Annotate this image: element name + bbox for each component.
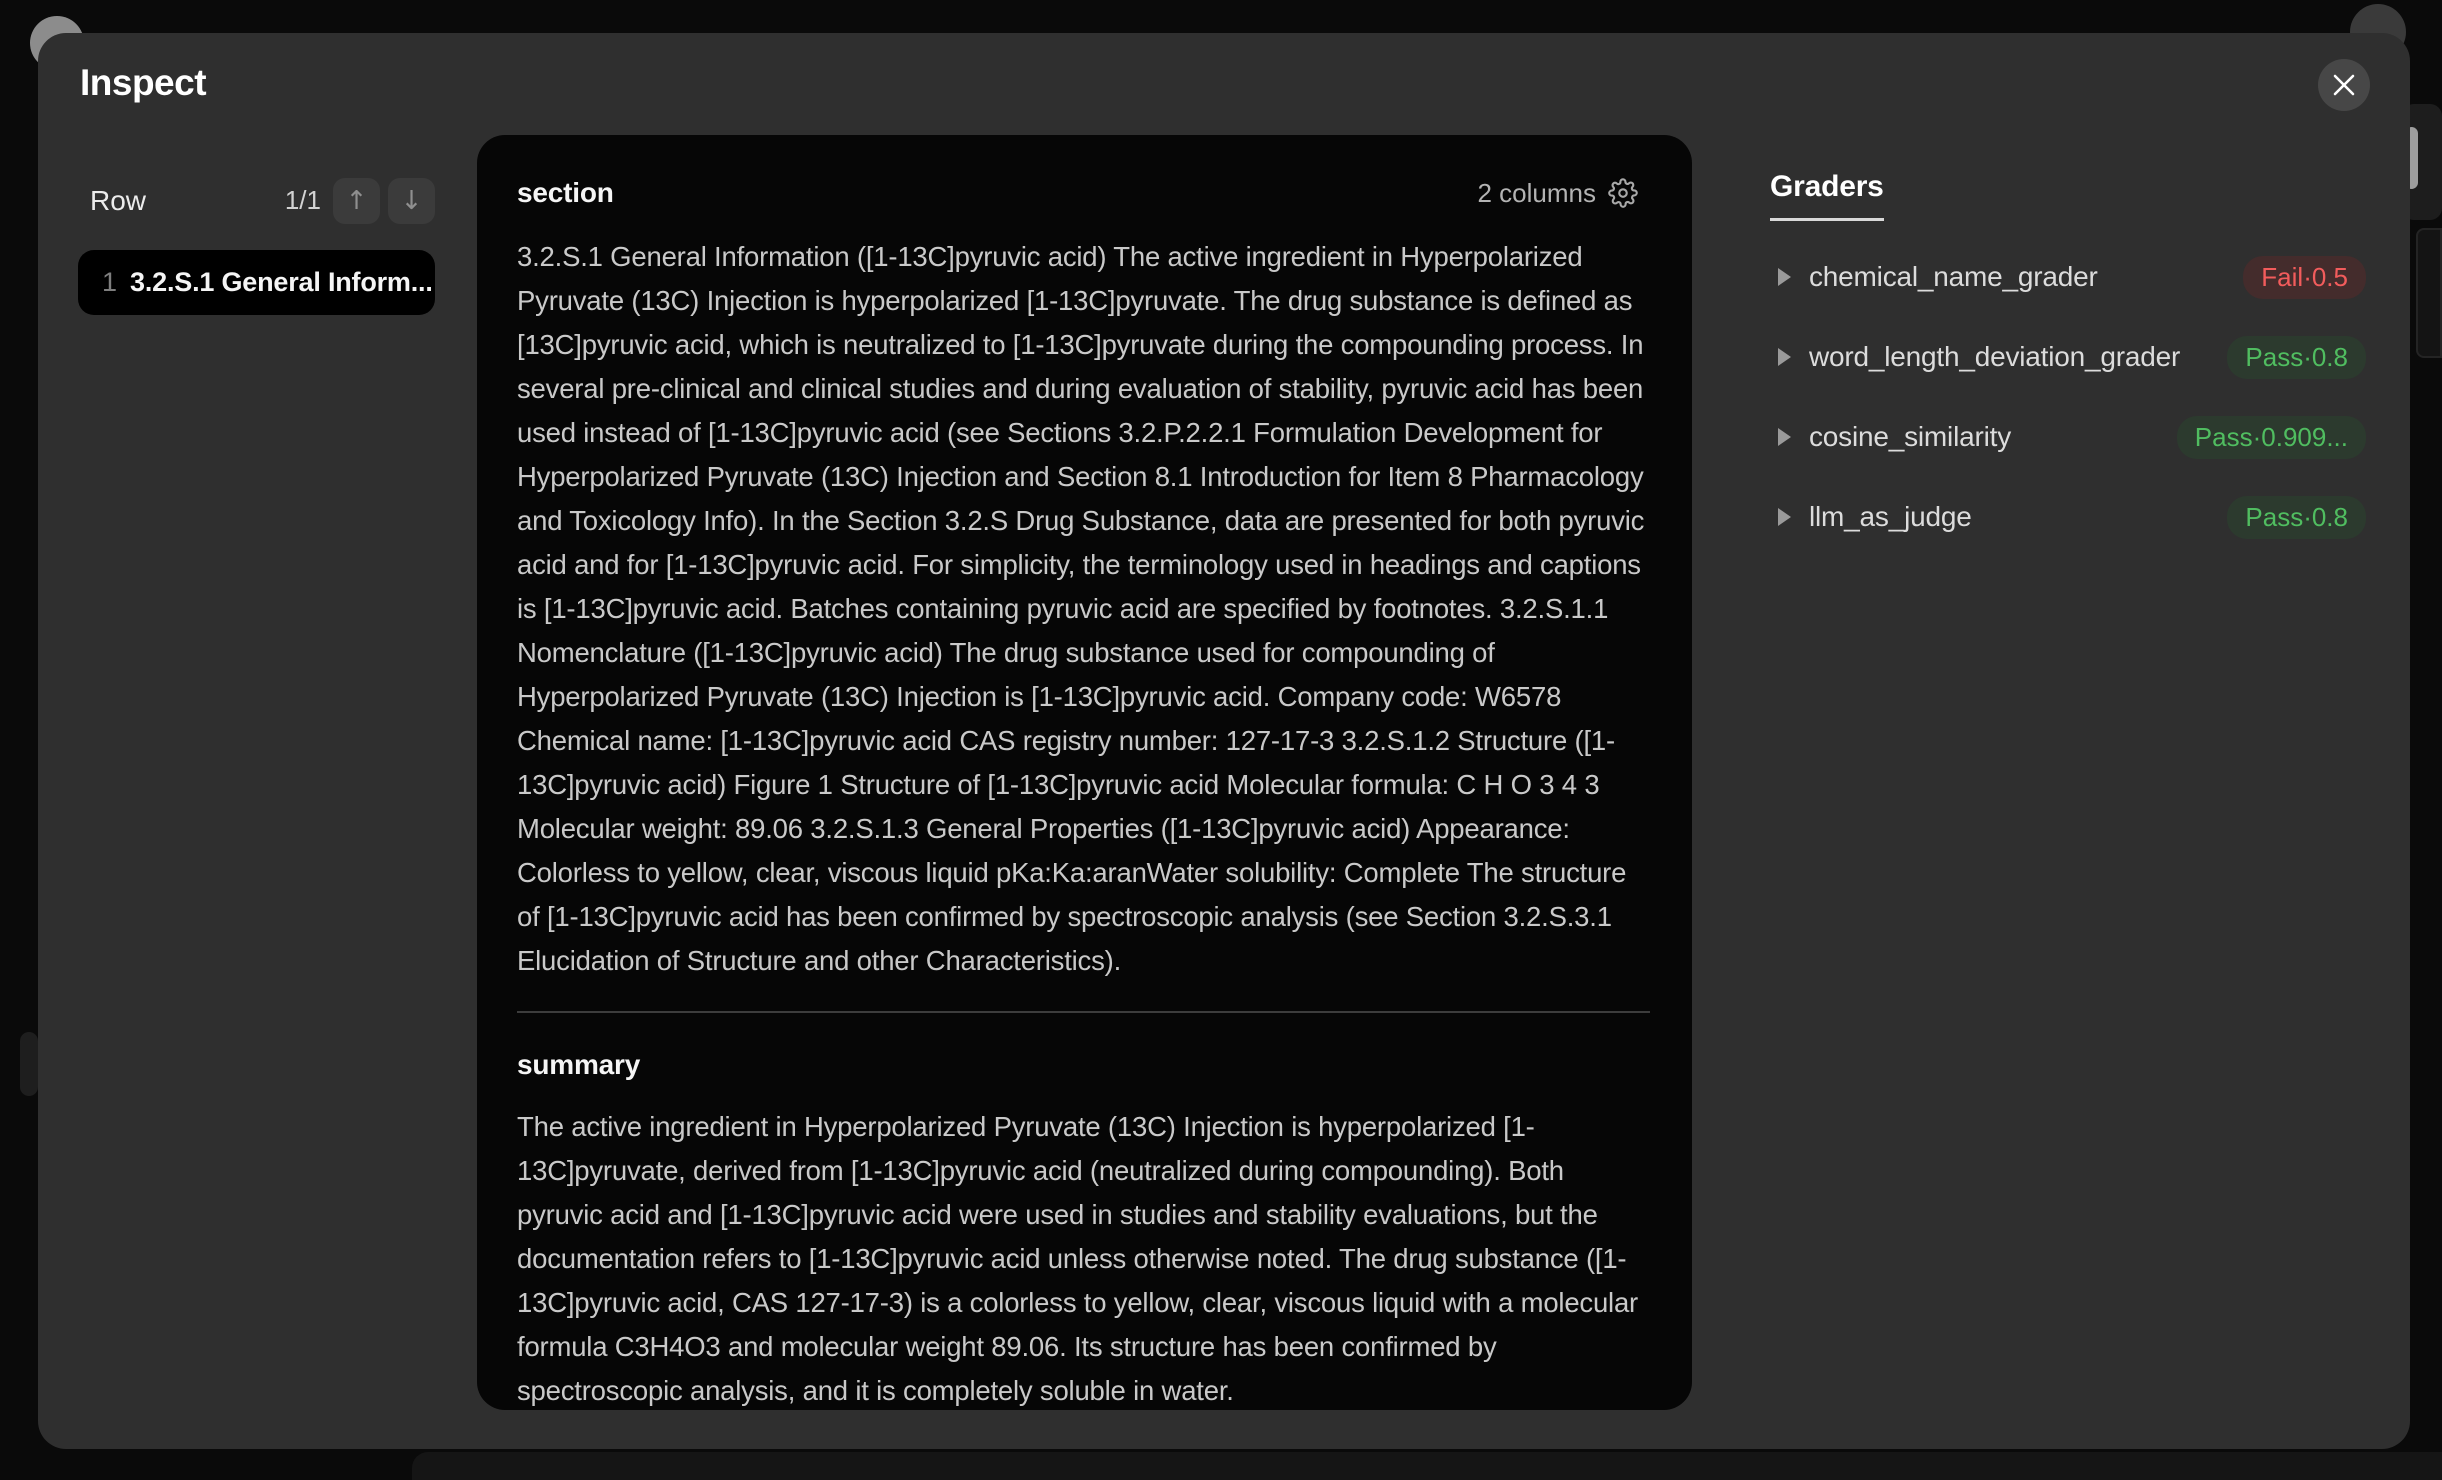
- section-heading: section: [517, 177, 614, 208]
- grader-score-badge: Pass·0.8: [2227, 496, 2366, 539]
- row-list-item[interactable]: [78, 250, 435, 315]
- expand-triangle-icon[interactable]: [1778, 508, 1791, 526]
- grader-row-llm-as-judge[interactable]: [1770, 477, 2366, 557]
- close-icon: [2331, 72, 2357, 98]
- grader-name: llm_as_judge: [1809, 501, 1972, 532]
- background-right-card-edge: [2416, 228, 2442, 358]
- expand-triangle-icon[interactable]: [1778, 268, 1791, 286]
- section-card: [477, 135, 1692, 1410]
- row-up-button[interactable]: [333, 178, 380, 224]
- modal-title: Inspect: [80, 62, 207, 103]
- row-navigator: [78, 177, 435, 224]
- arrow-up-icon: ↑: [345, 185, 368, 216]
- grader-row-chemical-name[interactable]: [1770, 237, 2366, 317]
- row-down-button[interactable]: [388, 178, 435, 224]
- expand-triangle-icon[interactable]: [1778, 348, 1791, 366]
- arrow-down-icon: ↓: [400, 185, 423, 216]
- expand-triangle-icon[interactable]: [1778, 428, 1791, 446]
- row-title: 3.2.S.1 General Inform...: [130, 267, 433, 297]
- columns-label: 2 columns: [1477, 177, 1596, 208]
- section-text: 3.2.S.1 General Information ([1-13C]pyruvic acid) The active ingredient in Hyperpolarized Pyruvate (13C) Injection is hyperpolarized [1-13C]pyruvate. The drug substance is defined as [13C]pyruvic acid, which is neutralized to [1-13C]pyruvate during the compounding process. In several pre-clinical and clinical studies and during evaluation of stability, pyruvic acid has been used instead of [1-13C]pyruvic acid (see Sections 3.2.P.2.2.1 Formulation Development for Hyperpolarized Pyruvate (13C) Injection and Section 8.1 Introduction for Item 8 Pharmacology and Toxicology Info). In the Section 3.2.S Drug Substance, data are presented for both pyruvic acid and for [1-13C]pyruvic acid. For simplicity, the terminology used in headings and captions is [1-13C]pyruvic acid. Batches containing pyruvic acid are specified by footnotes. 3.2.S.1.1 Nomenclature ([1-13C]pyruvic acid) The drug substance used for compounding of Hyperpolarized Pyruvate (13C) Injection is [1-13C]pyruvic acid. Company code: W6578 Chemical name: [1-13C]pyruvic acid CAS registry number: 127-17-3 3.2.S.1.2 Structure ([1-13C]pyruvic acid) Figure 1 Structure of [1-13C]pyruvic acid Molecular formula: C H O 3 4 3 Molecular weight: 89.06 3.2.S.1.3 General Properties ([1-13C]pyruvic acid) Appearance: Colorless to yellow, clear, viscous liquid pKa:Ka:aranWater solubility: Complete The structure of [1-13C]pyruvic acid has been confirmed by spectroscopic analysis (see Section 3.2.S.3.1 Elucidation of Structure and other Characteristics).: [517, 241, 1645, 976]
- graders-panel: [1770, 170, 2366, 557]
- grader-score-badge: Pass·0.909...: [2177, 416, 2366, 459]
- background-bottom-panel: [412, 1452, 2442, 1480]
- grader-score-badge: Fail·0.5: [2243, 256, 2366, 299]
- card-divider: [517, 1011, 1650, 1013]
- grader-name: word_length_deviation_grader: [1809, 341, 2181, 372]
- graders-heading: Graders: [1770, 170, 1884, 221]
- row-index: 1: [102, 267, 118, 297]
- background-left-tab: [20, 1032, 38, 1096]
- grader-name: chemical_name_grader: [1809, 261, 2098, 292]
- grader-row-cosine-similarity[interactable]: [1770, 397, 2366, 477]
- grader-score-badge: Pass·0.8: [2227, 336, 2366, 379]
- section-card-header: [517, 177, 1650, 209]
- grader-name: cosine_similarity: [1809, 421, 2011, 452]
- close-button[interactable]: [2318, 59, 2370, 111]
- grader-rows: [1770, 237, 2366, 557]
- row-position: 1/1: [284, 185, 321, 215]
- summary-text: The active ingredient in Hyperpolarized Pyruvate (13C) Injection is hyperpolarized [1-13C]pyruvate, derived from [1-13C]pyruvic acid (neutralized during compounding). Both pyruvic acid and [1-13C]pyruvic acid were used in studies and stability evaluations, but the documentation refers to [1-13C]pyruvic acid unless otherwise noted. The drug substance ([1-13C]pyruvic acid, CAS 127-17-3) is a colorless to yellow, clear, viscous liquid with a molecular formula C3H4O3 and molecular weight 89.06. Its structure has been confirmed by spectroscopic analysis, and it is completely soluble in water.: [517, 1111, 1639, 1406]
- gear-icon[interactable]: [1608, 178, 1638, 208]
- summary-heading: summary: [517, 1049, 641, 1080]
- grader-row-word-length[interactable]: [1770, 317, 2366, 397]
- row-label: Row: [90, 184, 147, 216]
- columns-control[interactable]: [1478, 178, 1639, 209]
